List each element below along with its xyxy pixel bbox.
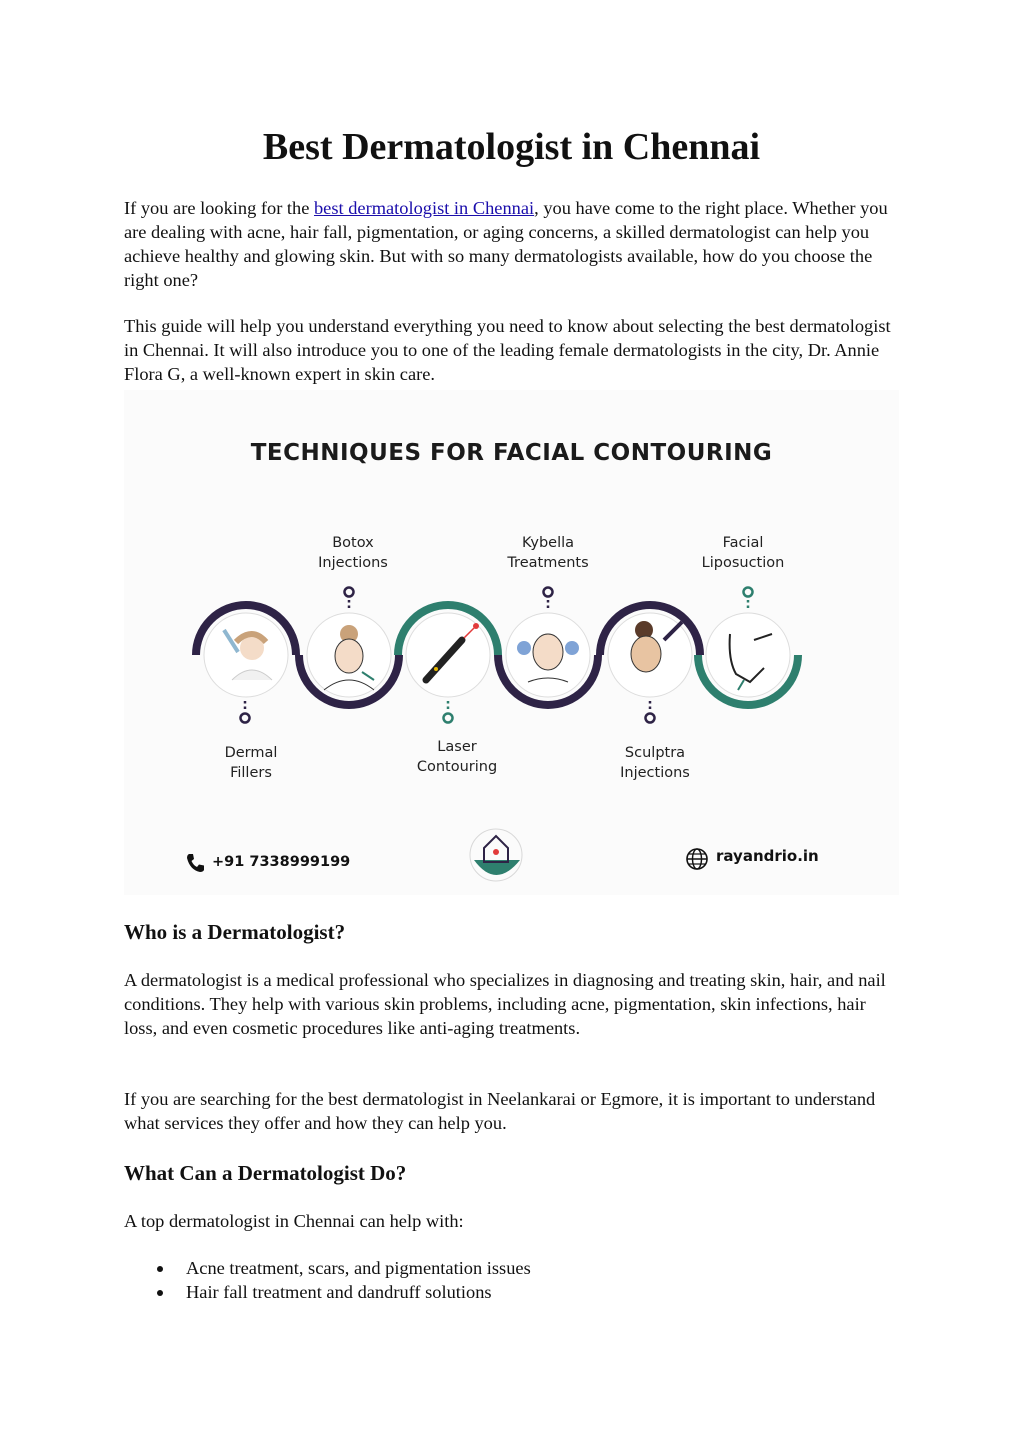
label-line: Treatments (507, 555, 589, 571)
label-line: Facial (722, 535, 764, 551)
label-line: Dermal (224, 745, 278, 761)
bottom-connectors (241, 701, 655, 723)
laser-circle (398, 605, 498, 697)
connector-ring (544, 588, 553, 597)
services-list (124, 1256, 899, 1304)
label-line: Injections (620, 765, 690, 781)
phone-number: +91 7338999199 (212, 854, 351, 870)
sculptra-circle (600, 605, 700, 697)
label-laser-contouring (382, 737, 532, 777)
list-item (124, 1280, 899, 1304)
label-line: Sculptra (624, 745, 686, 761)
label-line: Contouring (416, 759, 498, 775)
bottom-connector-teal (444, 701, 453, 723)
neelankarai-paragraph: If you are searching for the best dermatologist in Neelankarai or Egmore, it is important to understand what services they offer and how they can help you. (124, 1089, 876, 1133)
label-line: Kybella (521, 535, 575, 551)
clinic-logo-icon (470, 829, 522, 881)
label-facial-liposuction (668, 533, 818, 573)
label-line: Botox (332, 535, 374, 551)
bullet-icon (157, 1290, 163, 1296)
bullet-icon (157, 1266, 163, 1272)
kybella-circle (498, 613, 598, 705)
label-line: Fillers (230, 765, 272, 781)
connector-ring (345, 588, 354, 597)
label-kybella-treatments (473, 533, 623, 573)
top-connector-teal (744, 588, 753, 611)
label-line: Injections (318, 555, 388, 571)
botox-circle (299, 613, 399, 705)
website-url: rayandrio.in (716, 847, 819, 865)
intro-paragraph (124, 196, 899, 292)
list-item (124, 1256, 899, 1280)
best-dermatologist-link[interactable]: best dermatologist in Chennai (313, 198, 535, 218)
label-sculptra-injections (580, 743, 730, 783)
guide-paragraph: This guide will help you understand everything you need to know about selecting the best dermatologist in Chennai. It will also introduce you to one of the leading female dermatologists in the city, Dr. Annie Flora G, a well-known expert in skin care. (124, 316, 891, 384)
infographic-title: TECHNIQUES FOR FACIAL CONTOURING (250, 440, 773, 466)
list-item-text: Acne treatment, scars, and pigmentation issues (186, 1258, 531, 1278)
intro-text-before: If you are looking for the (124, 198, 314, 218)
globe-icon (685, 847, 709, 871)
page-title: Best Dermatologist in Chennai (262, 126, 761, 168)
liposuction-circle (698, 613, 798, 705)
label-dermal-fillers (176, 743, 326, 783)
label-line: Liposuction (701, 555, 785, 571)
label-botox-injections (278, 533, 428, 573)
list-item-text: Hair fall treatment and dandruff solutions (186, 1282, 492, 1302)
dermatologist-definition-paragraph: A dermatologist is a medical professional who specializes in diagnosing and treating skin, hair, and nail conditions. They help with various skin problems, including acne, pigmentation, skin infections, hair loss, and even cosmetic procedures like anti-aging treatments. (124, 970, 886, 1038)
label-line: Laser (437, 739, 477, 755)
intro-text-after: , you have come to the right place. Whether you are dealing with acne, hair fall, pigmentation, or aging concerns, a skilled dermatologist can help you achieve healthy and glowing skin. But with so many dermatologists available, how do you choose the right one? (124, 198, 888, 290)
dermal-fillers-circle (196, 605, 296, 697)
phone-icon (184, 852, 206, 874)
facial-contouring-infographic (124, 390, 899, 895)
help-intro-paragraph: A top dermatologist in Chennai can help with: (124, 1211, 464, 1231)
heading-who-is-dermatologist: Who is a Dermatologist? (124, 920, 346, 944)
heading-what-can-dermatologist-do: What Can a Dermatologist Do? (124, 1161, 407, 1185)
